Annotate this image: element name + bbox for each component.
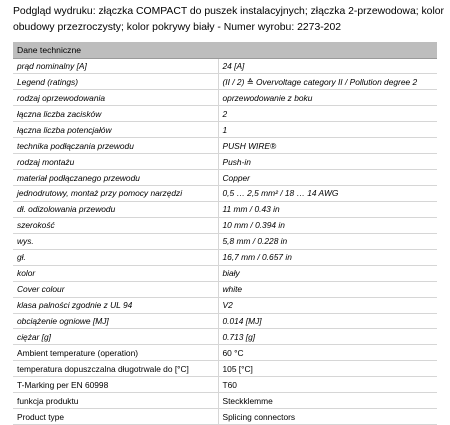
spec-value: (II / 2) ≙ Overvoltage category II / Pollution degree 2 — [218, 74, 437, 90]
spec-value: 2 — [218, 106, 437, 122]
spec-value: 105 [°C] — [218, 361, 437, 377]
spec-value: 16,7 mm / 0.657 in — [218, 249, 437, 265]
table-row — [13, 313, 437, 329]
spec-value: 0.014 [MJ] — [218, 313, 437, 329]
spec-label: szerokość — [13, 217, 218, 233]
spec-label: rodzaj oprzewodowania — [13, 90, 218, 106]
spec-label: ciężar [g] — [13, 329, 218, 345]
spec-label: funkcja produktu — [13, 393, 218, 409]
table-row — [13, 58, 437, 74]
spec-value: oprzewodowanie z boku — [218, 90, 437, 106]
spec-label: Product type — [13, 409, 218, 425]
spec-label: temperatura dopuszczalna długotrwale do [°C] — [13, 361, 218, 377]
table-row — [13, 122, 437, 138]
spec-value: T60 — [218, 377, 437, 393]
table-row — [13, 281, 437, 297]
spec-value: 11 mm / 0.43 in — [218, 201, 437, 217]
table-row — [13, 329, 437, 345]
table-row — [13, 90, 437, 106]
table-row — [13, 265, 437, 281]
spec-label: rodzaj montażu — [13, 154, 218, 170]
spec-label: Cover colour — [13, 281, 218, 297]
spec-value: 1 — [218, 122, 437, 138]
spec-label: łączna liczba potencjałów — [13, 122, 218, 138]
spec-value: 0,5 … 2,5 mm² / 18 … 14 AWG — [218, 186, 437, 202]
table-row — [13, 154, 437, 170]
spec-label: Legend (ratings) — [13, 74, 218, 90]
table-row — [13, 393, 437, 409]
spec-label: kolor — [13, 265, 218, 281]
section-title: Dane techniczne — [13, 42, 437, 58]
spec-label: gł. — [13, 249, 218, 265]
spec-label: obciążenie ogniowe [MJ] — [13, 313, 218, 329]
spec-value: 10 mm / 0.394 in — [218, 217, 437, 233]
spec-label: Ambient temperature (operation) — [13, 345, 218, 361]
spec-value: V2 — [218, 297, 437, 313]
spec-value: Push-in — [218, 154, 437, 170]
table-row — [13, 377, 437, 393]
spec-value: Steckklemme — [218, 393, 437, 409]
table-row — [13, 138, 437, 154]
print-preview-title: Podgląd wydruku: złączka COMPACT do puszek instalacyjnych; złączka 2-przewodowa; kolor obudowy przezroczysty; kolor pokrywy biały - Numer wyrobu: 2273-202 — [13, 6, 445, 33]
table-row — [13, 217, 437, 233]
spec-label: klasa palności zgodnie z UL 94 — [13, 297, 218, 313]
spec-label: materiał podłączanego przewodu — [13, 170, 218, 186]
spec-label: wys. — [13, 233, 218, 249]
spec-label: technika podłączania przewodu — [13, 138, 218, 154]
spec-label: T-Marking per EN 60998 — [13, 377, 218, 393]
spec-label: prąd nominalny [A] — [13, 58, 218, 74]
table-row — [13, 249, 437, 265]
spec-label: dł. odizolowania przewodu — [13, 201, 218, 217]
spec-label: łączna liczba zacisków — [13, 106, 218, 122]
spec-value: Splicing connectors — [218, 409, 437, 425]
table-row — [13, 186, 437, 202]
table-row — [13, 170, 437, 186]
table-row — [13, 106, 437, 122]
spec-value: 24 [A] — [218, 58, 437, 74]
spec-value: 60 °C — [218, 345, 437, 361]
spec-value: PUSH WIRE® — [218, 138, 437, 154]
table-row — [13, 233, 437, 249]
spec-value: biały — [218, 265, 437, 281]
table-row — [13, 361, 437, 377]
spec-value: Copper — [218, 170, 437, 186]
section-header-row — [13, 42, 437, 58]
table-row — [13, 409, 437, 425]
spec-value: 0.713 [g] — [218, 329, 437, 345]
technical-data-table — [13, 42, 437, 425]
spec-value: white — [218, 281, 437, 297]
spec-label: jednodrutowy, montaż przy pomocy narzędzi — [13, 186, 218, 202]
spec-value: 5,8 mm / 0.228 in — [218, 233, 437, 249]
table-row — [13, 345, 437, 361]
table-row — [13, 74, 437, 90]
table-row — [13, 297, 437, 313]
table-row — [13, 201, 437, 217]
